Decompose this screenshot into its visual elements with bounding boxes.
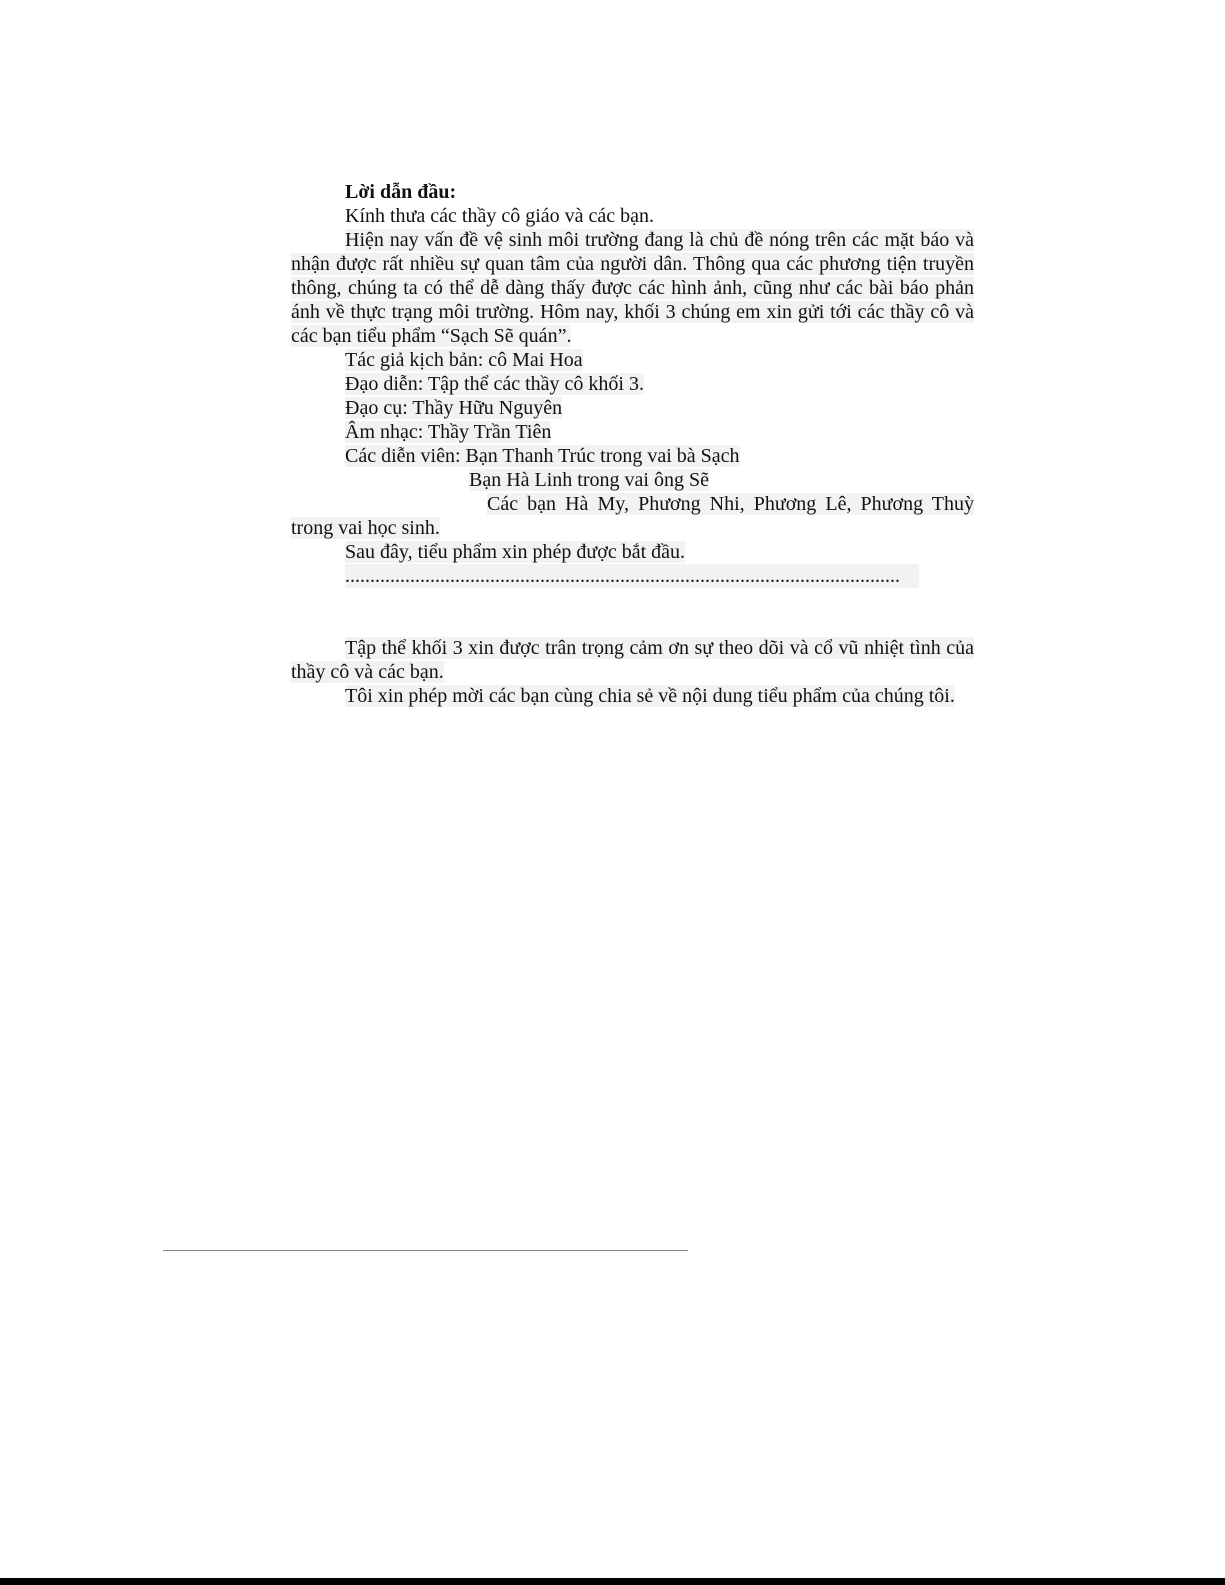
credit-props-text: Đạo cụ: Thầy Hữu Nguyên — [345, 397, 563, 419]
cast-line-3 — [291, 492, 974, 540]
dotted-separator-text: ............................................................................................................... — [345, 564, 919, 588]
closing-section — [291, 636, 974, 708]
section-heading — [291, 180, 974, 204]
invite-text: Tôi xin phép mời các bạn cùng chia sẻ về nội dung tiểu phẩm của chúng tôi. — [345, 685, 955, 707]
cast-line-1-text: Các diễn viên: Bạn Thanh Trúc trong vai bà Sạch — [345, 445, 740, 467]
credit-music-text: Âm nhạc: Thầy Trần Tiên — [345, 421, 552, 443]
thanks-text: Tập thể khối 3 xin được trân trọng cảm ơn sự theo dõi và cổ vũ nhiệt tình của thầy cô và các bạn. — [291, 637, 974, 683]
credit-props — [291, 396, 974, 420]
greeting-paragraph — [291, 204, 974, 228]
dotted-separator — [291, 564, 974, 594]
credit-author — [291, 348, 974, 372]
thanks-paragraph — [291, 636, 974, 684]
credit-director — [291, 372, 974, 396]
cast-line-2 — [291, 468, 974, 492]
credit-music — [291, 420, 974, 444]
credit-author-text: Tác giả kịch bản: cô Mai Hoa — [345, 349, 583, 371]
section-heading-text: Lời dẫn đầu: — [345, 181, 457, 203]
bottom-edge-bar — [0, 1578, 1225, 1585]
cast-line-2-text: Bạn Hà Linh trong vai ông Sẽ — [469, 469, 709, 491]
intro-text: Hiện nay vấn đề vệ sinh môi trường đang là chủ đề nóng trên các mặt báo và nhận được rất nhiều sự quan tâm của người dân. Thông qua các phương tiện truyền thông, chúng ta có thể dễ dàng thấy được các hình ảnh, cũng như các bài báo phản ánh về thực trạng môi trường. Hôm nay, khối 3 chúng em xin gửi tới các thầy cô và các bạn tiểu phẩm “Sạch Sẽ quán”. — [291, 229, 974, 347]
cast-line-3-text: Các bạn Hà My, Phương Nhi, Phương Lê, Phương Thuỳ trong vai học sinh. — [291, 493, 974, 539]
opening-section — [291, 180, 974, 594]
greeting-text: Kính thưa các thầy cô giáo và các bạn. — [345, 205, 655, 227]
credit-director-text: Đạo diễn: Tập thể các thầy cô khối 3. — [345, 373, 644, 395]
invite-paragraph — [291, 684, 974, 708]
intro-paragraph — [291, 228, 974, 348]
footer-divider — [163, 1250, 688, 1251]
start-line-text: Sau đây, tiểu phẩm xin phép được bắt đầu. — [345, 541, 686, 563]
cast-line-1 — [291, 444, 974, 468]
start-line — [291, 540, 974, 564]
